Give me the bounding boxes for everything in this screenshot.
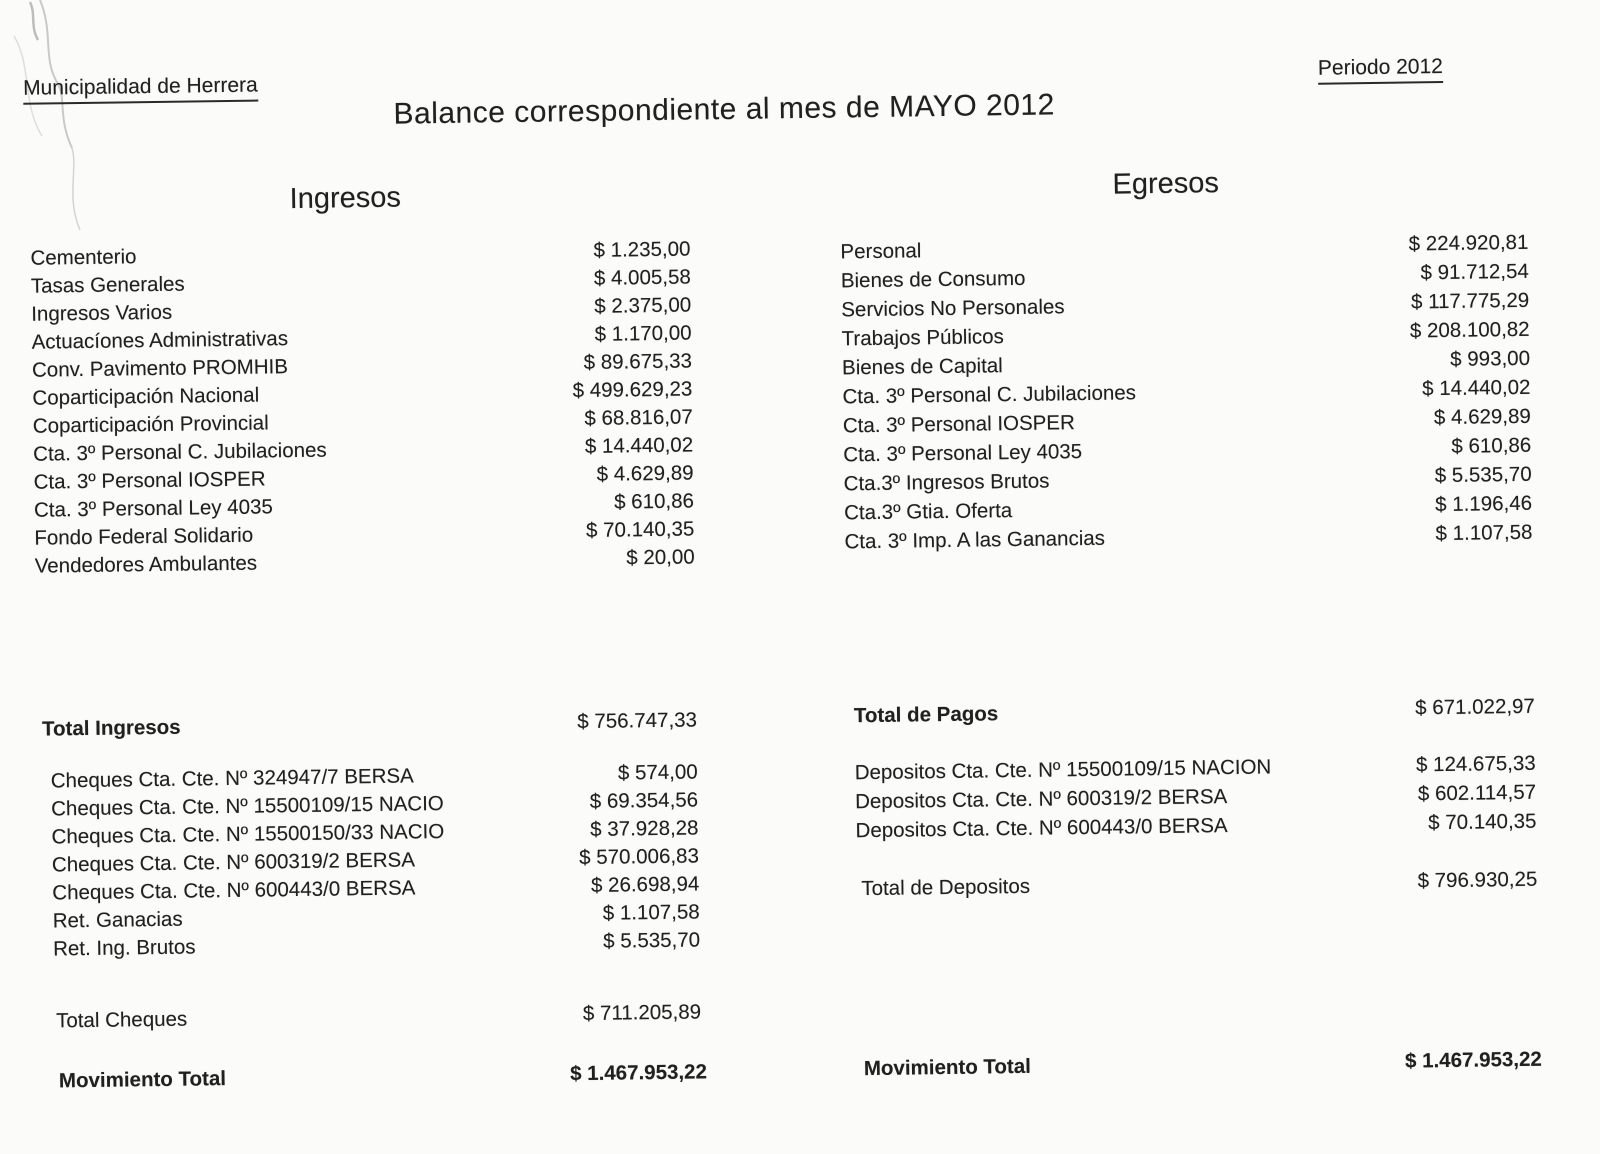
period-label: Periodo 2012 [1318,55,1443,85]
row-amount: $ 570.006,83 [579,844,700,870]
total-cheques-row [41,997,701,1036]
row-label: Servicios No Personales [841,295,1065,322]
row-amount: $ 224.920,81 [1408,230,1529,256]
ingresos-items-list [30,235,695,580]
row-label: Vendedores Ambulantes [34,551,258,578]
row-label: Cta. 3º Personal C. Jubilaciones [33,438,327,466]
row-label: Personal [840,239,922,264]
row-label: Depositos Cta. Cte. Nº 15500109/15 NACION [854,755,1272,785]
row-label: Cta. 3º Personal IOSPER [33,467,266,494]
row-amount: $ 26.698,94 [590,872,700,897]
movimiento-total-label: Movimiento Total [58,1067,227,1093]
row-amount: $ 4.629,89 [1433,404,1531,430]
row-amount: $ 574,00 [617,760,698,785]
total-pagos-amount: $ 671.022,97 [1415,694,1536,720]
row-label: Actuacíones Administrativas [31,327,289,354]
row-amount: $ 1.170,00 [594,321,692,346]
row-amount: $ 91.712,54 [1420,259,1529,285]
row-amount: $ 14.440,02 [1421,375,1531,401]
row-label: Bienes de Consumo [840,266,1026,293]
total-pagos-row [847,692,1535,732]
row-label: Bienes de Capital [841,354,1003,380]
row-amount: $ 68.816,07 [584,405,693,430]
row-label: Coparticipación Nacional [32,383,260,410]
row-amount: $ 124.675,33 [1415,751,1536,777]
row-label: Tasas Generales [30,272,185,298]
row-amount: $ 69.354,56 [589,788,699,813]
total-ingresos-label: Total Ingresos [41,715,181,741]
row-label: Depositos Cta. Cte. Nº 600443/0 BERSA [855,814,1228,843]
row-amount: $ 2.375,00 [594,293,692,318]
row-label: Fondo Federal Solidario [34,523,254,550]
row-label: Ret. Ing. Brutos [52,935,196,961]
row-label: Cta. 3º Personal C. Jubilaciones [842,381,1137,409]
document-title: Balance correspondiente al mes de MAYO 2012 [393,88,1055,131]
row-label: Cta. 3º Personal Ley 4035 [843,440,1083,467]
row-amount: $ 4.629,89 [596,461,694,486]
row-amount: $ 70.140,35 [585,517,695,542]
row-label: Ingresos Varios [31,300,173,326]
egresos-items-list [840,228,1532,557]
row-label: Cta. 3º Personal Ley 4035 [33,495,273,522]
row-amount: $ 610,86 [613,489,695,514]
row-amount: $ 14.440,02 [584,433,694,458]
movimiento-total-amount: $ 1.467.953,22 [1404,1047,1542,1073]
organization-name: Municipalidad de Herrera [23,74,258,105]
egresos-heading: Egresos [1112,167,1220,201]
row-label: Depositos Cta. Cte. Nº 600319/2 BERSA [854,785,1228,814]
row-label: Cta. 3º Personal IOSPER [842,411,1075,438]
row-amount: $ 993,00 [1450,346,1531,371]
row-label: Cta.3º Gtia. Oferta [843,499,1013,525]
row-label: Cheques Cta. Cte. Nº 15500150/33 NACIO [51,819,445,849]
row-amount: $ 1.196,46 [1434,491,1533,517]
total-ingresos-amount: $ 756.747,33 [577,708,698,734]
depositos-list [848,749,1537,846]
row-amount: $ 1.107,58 [602,900,700,925]
row-amount: $ 5.535,70 [603,928,701,953]
row-amount: $ 610,86 [1451,433,1532,458]
total-ingresos-row [37,705,697,744]
row-label: Cheques Cta. Cte. Nº 600319/2 BERSA [51,848,416,877]
total-depositos-row [849,865,1537,905]
movimiento-total-ingresos-row [42,1057,707,1096]
row-label: Cheques Cta. Cte. Nº 15500109/15 NACIO [51,791,444,821]
row-amount: $ 117.775,29 [1410,288,1530,314]
row-amount: $ 20,00 [626,545,695,570]
row-amount: $ 1.107,58 [1435,520,1533,546]
total-cheques-amount: $ 711.205,89 [582,1000,702,1026]
movimiento-total-label: Movimiento Total [863,1054,1032,1081]
total-pagos-label: Total de Pagos [853,702,999,728]
row-label: Cta.3º Ingresos Brutos [843,469,1050,496]
row-label: Cta. 3º Imp. A las Ganancias [844,526,1106,554]
row-amount: $ 5.535,70 [1434,462,1532,488]
row-label: Conv. Pavimento PROMHIB [31,355,289,382]
row-label: Coparticipación Provincial [32,411,269,438]
ingresos-heading: Ingresos [289,181,402,216]
row-amount: $ 499.629,23 [572,377,693,403]
movimiento-total-amount: $ 1.467.953,22 [569,1060,708,1086]
row-amount: $ 70.140,35 [1428,809,1537,835]
row-amount: $ 4.005,58 [593,265,691,290]
movimiento-total-egresos-row [852,1045,1542,1085]
row-label: Trabajos Públicos [841,325,1005,351]
row-label: Cementerio [30,245,137,270]
row-amount: $ 37.928,28 [590,816,699,841]
row-label: Cheques Cta. Cte. Nº 324947/7 BERSA [50,764,414,793]
row-label: Ret. Ganacias [52,907,183,933]
row-amount: $ 1.235,00 [593,237,691,262]
row-label: Cheques Cta. Cte. Nº 600443/0 BERSA [52,876,416,905]
total-cheques-label: Total Cheques [55,1007,188,1033]
row-amount: $ 89.675,33 [583,349,693,374]
total-depositos-amount: $ 796.930,25 [1417,867,1538,893]
total-depositos-label: Total de Depositos [861,874,1031,901]
row-amount: $ 208.100,82 [1409,317,1530,343]
row-amount: $ 602.114,57 [1417,780,1537,806]
cheques-list [38,758,701,963]
